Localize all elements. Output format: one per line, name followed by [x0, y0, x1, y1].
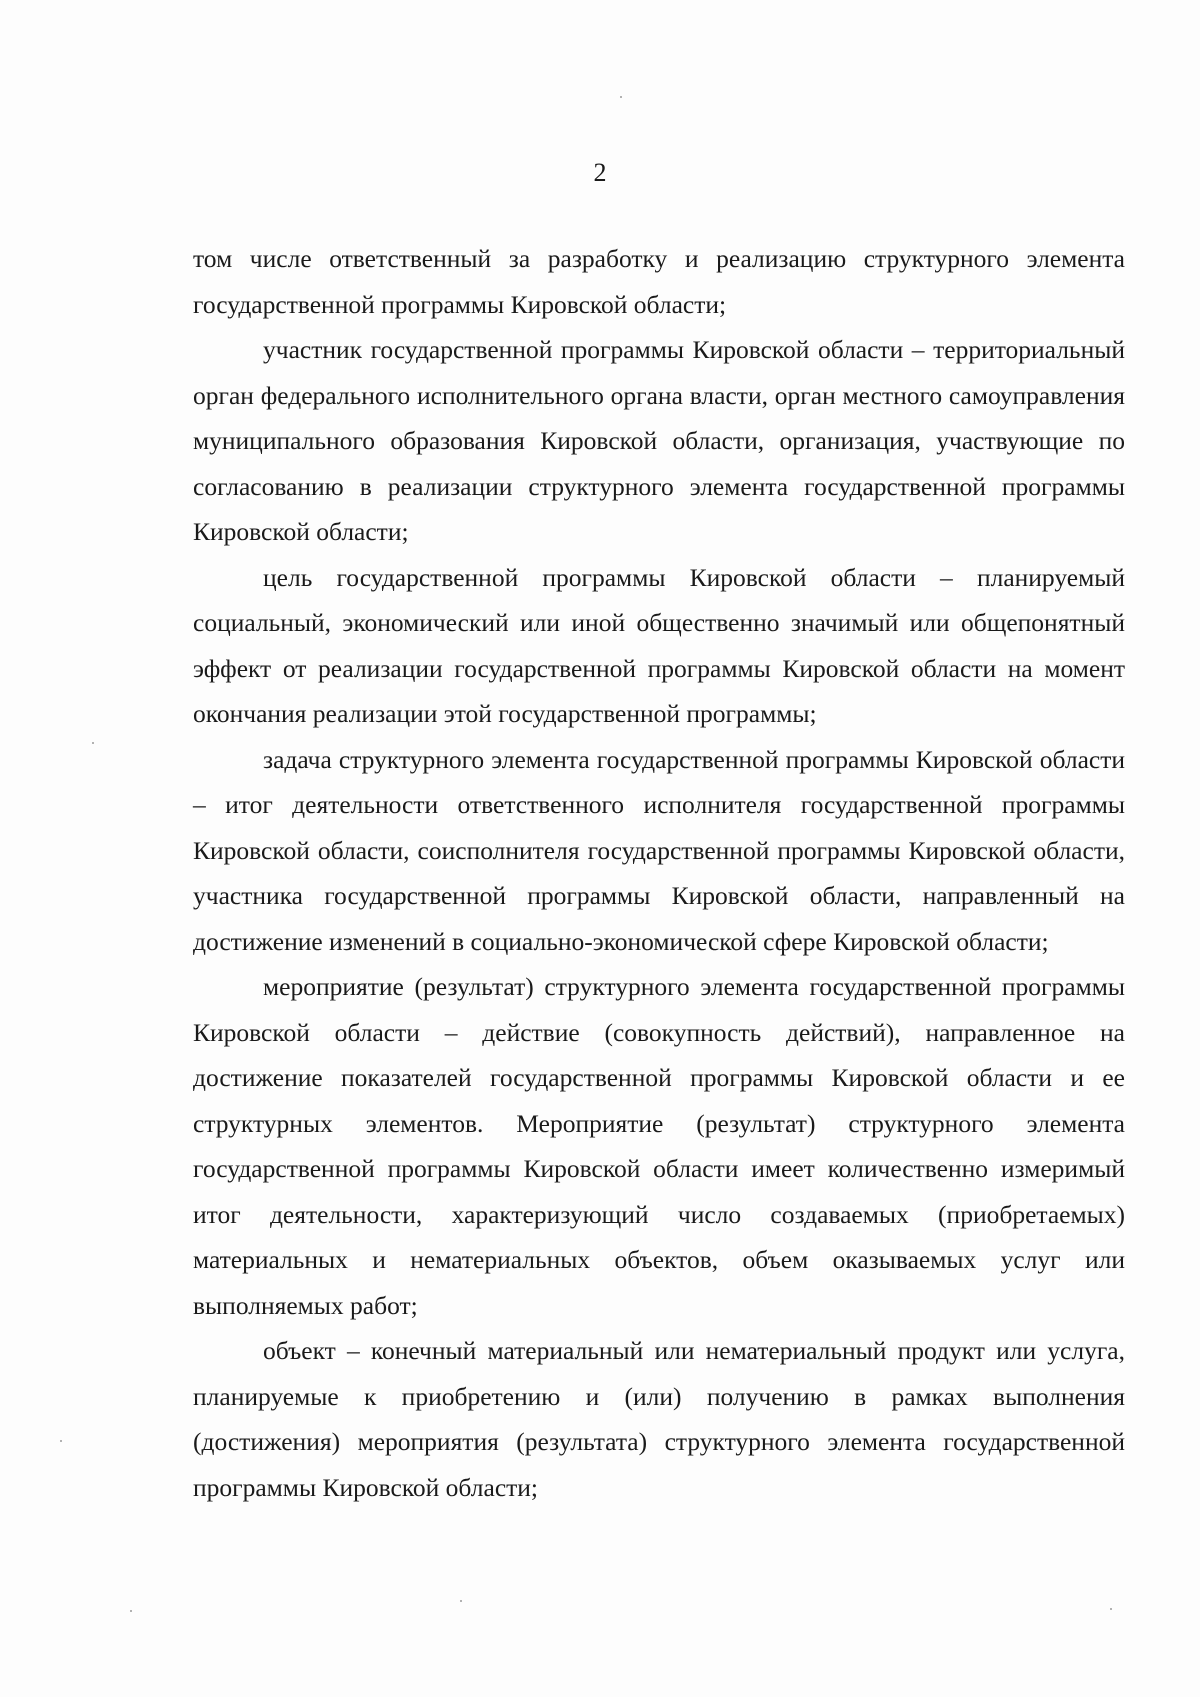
scan-speck — [620, 96, 622, 98]
scan-speck — [92, 742, 94, 744]
paragraph-measure-definition: мероприятие (результат) структурного элемента государственной программы Кировской области – действие (совокупность действий), направленное на достижение показателей государственной программы Кировской области и ее структурных элементов. Мероприятие (результат) структурного элемента государственной программы Кировской области имеет количественно измеримый итог деятельности, характеризующий число создаваемых (приобретаемых) материальных и нематериальных объектов, объем оказываемых услуг или выполняемых работ; — [193, 972, 1125, 1320]
paragraph-continuation: том числе ответственный за разработку и реализацию структурного элемента государственной программы Кировской области; — [193, 244, 1125, 319]
document-body — [193, 236, 1125, 1510]
scan-speck — [1110, 1608, 1112, 1610]
paragraph-participant-definition: участник государственной программы Кировской области – территориальный орган федерального исполнительного органа власти, орган местного самоуправления муниципального образования Кировской области, организация, участвующие по согласованию в реализации структурного элемента государственной программы Кировской области; — [193, 335, 1125, 546]
paragraph-object-definition: объект – конечный материальный или нематериальный продукт или услуга, планируемые к приобретению и (или) получению в рамках выполнения (достижения) мероприятия (результата) структурного элемента государственной программы Кировской области; — [193, 1336, 1125, 1502]
page-number: 2 — [593, 158, 607, 187]
scan-speck — [60, 1440, 62, 1442]
paragraph-goal-definition: цель государственной программы Кировской области – планируемый социальный, экономический или иной общественно значимый или общепонятный эффект от реализации государственной программы Кировской области на момент окончания реализации этой государственной программы; — [193, 562, 1125, 728]
paragraph-task-definition: задача структурного элемента государственной программы Кировской области – итог деятельности ответственного исполнителя государственной программы Кировской области, соисполнителя государственной программы Кировской области, участника государственной программы Кировской области, направленный на достижение изменений в социально-экономической сфере Кировской области; — [193, 744, 1125, 956]
scan-speck — [460, 1600, 462, 1602]
scan-speck — [130, 1610, 132, 1612]
